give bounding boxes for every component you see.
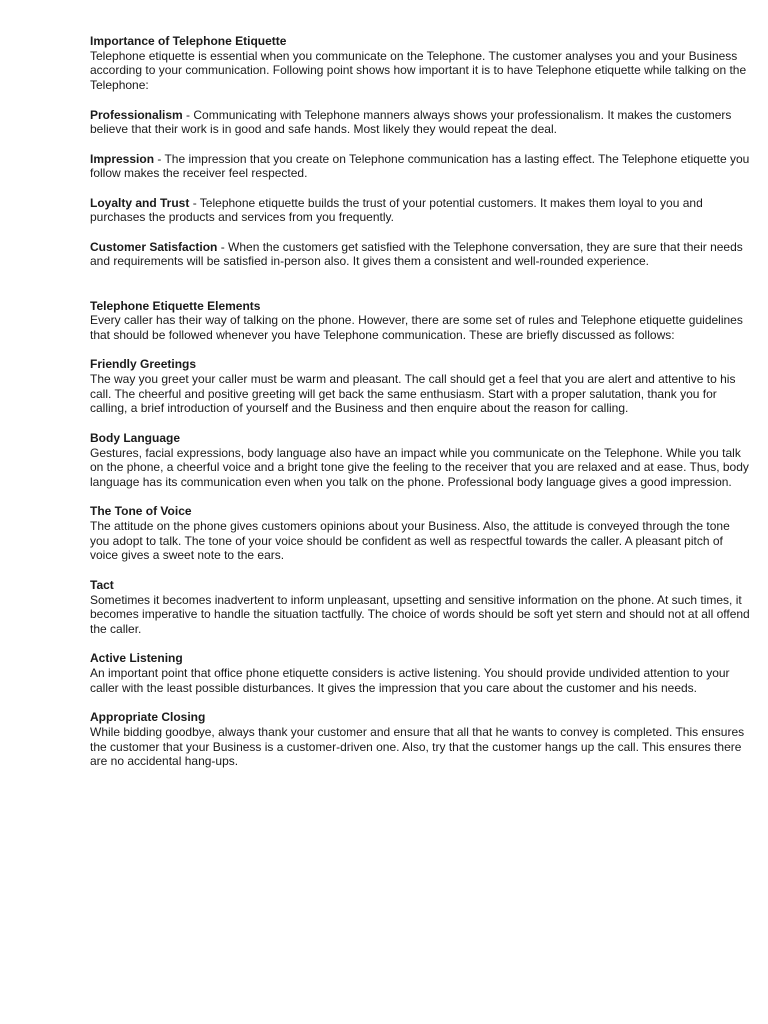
point-term: Professionalism — [90, 107, 183, 122]
point-term: Impression — [90, 151, 155, 166]
point-text: - Communicating with Telephone manners always shows your professionalism. It makes the customers believe that their work is in good and safe hands. Most likely they would repeat the deal. — [90, 107, 732, 137]
point-impression — [90, 152, 750, 181]
point-text: - Telephone etiquette builds the trust of your potential customers. It makes them loyal to you and purchases the products and services from you frequently. — [90, 195, 703, 225]
element-tact — [90, 578, 750, 637]
elements-intro-paragraph: Every caller has their way of talking on the phone. However, there are some set of rules and Telephone etiquette guidelines that should be followed whenever you have Telephone communication. These are briefly discussed as follows: — [90, 313, 743, 342]
element-body-language — [90, 431, 750, 490]
document-page — [90, 34, 750, 784]
element-friendly-greetings — [90, 357, 750, 416]
point-professionalism — [90, 108, 750, 137]
elements-intro-section — [90, 299, 750, 343]
elements-heading: Telephone Etiquette Elements — [90, 298, 261, 313]
element-heading: Active Listening — [90, 651, 183, 666]
element-tone-of-voice — [90, 504, 750, 563]
element-paragraph: An important point that office phone etiquette considers is active listening. You should provide undivided attention to your caller with the least possible disturbances. It gives the impression that you care about the customer and his needs. — [90, 666, 730, 695]
point-customer-satisfaction — [90, 240, 750, 269]
intro-heading: Importance of Telephone Etiquette — [90, 34, 287, 48]
element-paragraph: The attitude on the phone gives customers opinions about your Business. Also, the attitude is conveyed through the tone you adopt to talk. The tone of your voice should be confident as well as respectful towards the caller. A pleasant pitch of voice gives a sweet note to the ears. — [90, 519, 730, 563]
element-heading: Friendly Greetings — [90, 357, 197, 372]
intro-paragraph: Telephone etiquette is essential when you communicate on the Telephone. The customer analyses you and your Business according to your communication. Following point shows how important it is to have Telephone etiquette while talking on the Telephone: — [90, 48, 747, 93]
point-term: Loyalty and Trust — [90, 195, 190, 210]
element-heading: Body Language — [90, 430, 181, 445]
point-loyalty-and-trust — [90, 196, 750, 225]
element-paragraph: Gestures, facial expressions, body language also have an impact while you communicate on the Telephone. While you talk on the phone, a cheerful voice and a bright tone give the feeling to the receiver that you are relaxed and at ease. Thus, body language has its communication even when you talk on the phone. Professional body language gives a good impression. — [90, 445, 749, 489]
element-active-listening — [90, 651, 750, 695]
element-appropriate-closing — [90, 710, 750, 769]
point-term: Customer Satisfaction — [90, 239, 218, 254]
element-paragraph: While bidding goodbye, always thank your customer and ensure that all that he wants to convey is completed. This ensures the customer that your Business is a customer-driven one. Also, try that the customer hangs up the call. This ensures there are no accidental hang-ups. — [90, 724, 745, 769]
intro-section — [90, 34, 750, 93]
point-text: - When the customers get satisfied with the Telephone conversation, they are sure that their needs and requirements will be satisfied in-person also. It gives them a consistent and well-rounded experience. — [90, 239, 743, 269]
point-text: - The impression that you create on Telephone communication has a lasting effect. The Telephone etiquette you follow makes the receiver feel respected. — [90, 151, 750, 181]
element-heading: Tact — [90, 577, 114, 592]
element-heading: Appropriate Closing — [90, 710, 206, 725]
element-heading: The Tone of Voice — [90, 504, 192, 519]
element-paragraph: Sometimes it becomes inadvertent to inform unpleasant, upsetting and sensitive information on the phone. At such times, it becomes imperative to handle the situation tactfully. The choice of words should be soft yet stern and should not at all offend the caller. — [90, 592, 750, 636]
element-paragraph: The way you greet your caller must be warm and pleasant. The call should get a feel that you are alert and attentive to his call. The cheerful and positive greeting will get back the same enthusiasm. Start with a proper salutation, thank you for calling, a brief introduction of yourself and the Business and then enquire about the reason for calling. — [90, 372, 736, 416]
